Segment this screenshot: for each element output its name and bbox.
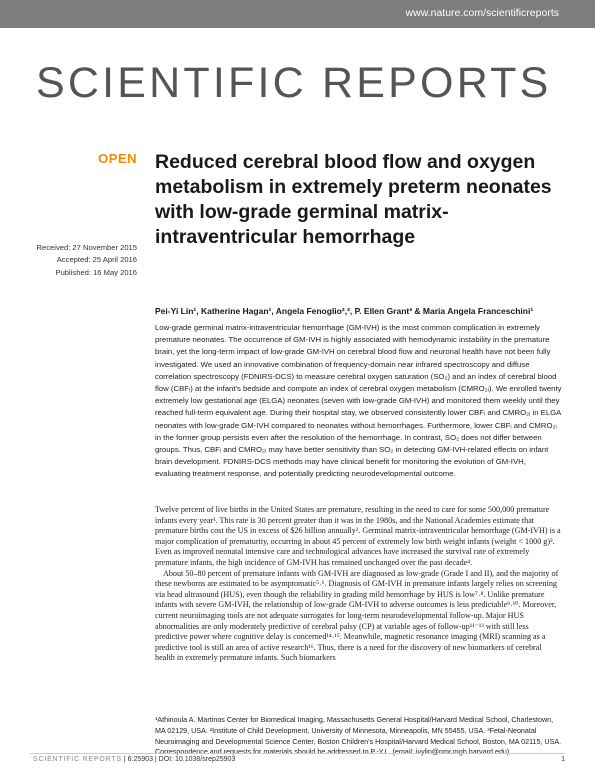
footer-citation-block	[33, 756, 235, 763]
page-footer	[30, 753, 565, 768]
top-bar	[0, 0, 595, 28]
author-list: Pei-Yi Lin¹, Katherine Hagan¹, Angela Fenoglio²,³, P. Ellen Grant³ & Maria Angela Franceschini¹	[155, 306, 534, 316]
published-date: Published: 16 May 2016	[55, 267, 137, 277]
article-dates	[37, 242, 137, 279]
received-date: Received: 27 November 2015	[36, 243, 137, 252]
open-access-label: OPEN	[98, 151, 137, 166]
accepted-date: Accepted: 25 April 2016	[56, 255, 137, 265]
journal-logo: SCIENTIFIC REPORTS	[36, 59, 552, 107]
page-number: 1	[561, 756, 565, 763]
footer-journal: SCIENTIFIC REPORTS	[33, 756, 122, 763]
body-paragraph: About 50–80 percent of premature infants with GM-IVH are diagnosed as low-grade (Grade I and II), and the majority of these newborns are estimated to be asymptomatic⁵˒⁶. Diagnosis of GM-IVH in premature infants largely relies on screening via head ultrasound (HUS), even though the reliability in grading mild hemorrhage by HUS is low⁷˒⁸. Unlike premature infants with severe GM-IVH, the relationship of low-grade GM-IVH to adverse outcomes is less predictable⁹˒¹⁰. Moreover, current neuroimaging tools are not adequate surrogates for long-term neurodevelopmental follow-up. Major HUS abnormalities are only moderately predictive of cerebral palsy (CP) at variable ages of follow-up¹¹⁻¹³ with still less predictive power where cognitive delay is concerned¹⁴˒¹⁵. Meanwhile, magnetic resonance imaging (MRI) scanning as a predictive tool is still an area of active research¹⁶. Thus, there is a need for the discovery of new biomarkers of cerebral health in extremely premature infants. Such biomarkers	[155, 568, 559, 663]
body-paragraph: Twelve percent of live births in the United States are premature, resulting in the need to care for some 500,000 premature infants every year¹. This rate is 30 percent greater than it was in the 1980s, and the National Academies estimate that premature births cost the US in excess of $26 billion annually². Germinal matrix-intraventricular hemorrhage (GM-IVH) is a major complication of prematurity, occurring in about 45 percent of extremely low birth weight infants (weight < 1000 g)³. Even as improved neonatal intensive care and technological advances have increased the survival rate of extremely premature infants, the high incidence of GM-IVH has remained unchanged over the past decade⁴.	[155, 505, 561, 567]
body-text	[155, 505, 562, 664]
footer-citation: | 6:25903 | DOI: 10.1038/srep25903	[123, 756, 236, 763]
abstract: Low-grade germinal matrix-intraventricular hemorrhage (GM-IVH) is the most common complication in extremely premature neonates. The occurrence of GM-IVH is highly associated with hemodynamic instability in the premature brain, yet the long-term impact of low-grade GM-IVH on cerebral blood flow and neuronal health have not been fully investigated. We used an innovative combination of frequency-domain near infrared spectroscopy and diffuse correlation spectroscopy (FDNIRS-DCS) to measure cerebral oxygen saturation (SO₂) and an index of cerebral blood flow (CBFᵢ) at the infant's bedside and compute an index of cerebral oxygen metabolism (CMRO₂ᵢ). We enrolled twenty extremely low gestational age (ELGA) neonates (seven with low-grade GM-IVH) and monitored them weekly until they reached full-term equivalent age. During their hospital stay, we observed consistently lower CBFᵢ and CMRO₂ᵢ in ELGA neonates with low-grade GM-IVH compared to neonates without hemorrhages. Furthermore, lower CBFᵢ and CMRO₂ᵢ in the former group persists even after the resolution of the hemorrhage. In contrast, SO₂ does not differ between groups. Thus, CBFᵢ and CMRO₂ᵢ may have better sensitivity than SO₂ in detecting GM-IVH-related effects on infant brain development. FDNIRS-DCS methods may have clinical benefit for monitoring the evolution of GM-IVH, evaluating treatment response, and potentially predicting neurodevelopmental outcome.	[155, 323, 562, 479]
article-title: Reduced cerebral blood flow and oxygen metabolism in extremely preterm neonates with low-grade germinal matrix- intraventricular hemorrhage	[155, 151, 552, 248]
journal-url[interactable]: www.nature.com/scientificreports	[405, 7, 559, 19]
affiliations-footnote: ¹Athinoula A. Martinos Center for Biomedical Imaging, Massachusetts General Hospital/Harvard Medical School, Charlestown, MA 02129, USA. ²Institute of Child Development, University of Minnesota, Minneapolis, MN 55455, USA. ³Fetal-Neonatal Neuroimaging and Developmental Science Center, Boston Children's Hospital/Harvard Medical School, Boston, MA 02115, USA. Correspondence and requests for materials should be addressed to P.-Y.L. (email: ivylin@nmr.mgh.harvard.edu)	[155, 716, 562, 757]
